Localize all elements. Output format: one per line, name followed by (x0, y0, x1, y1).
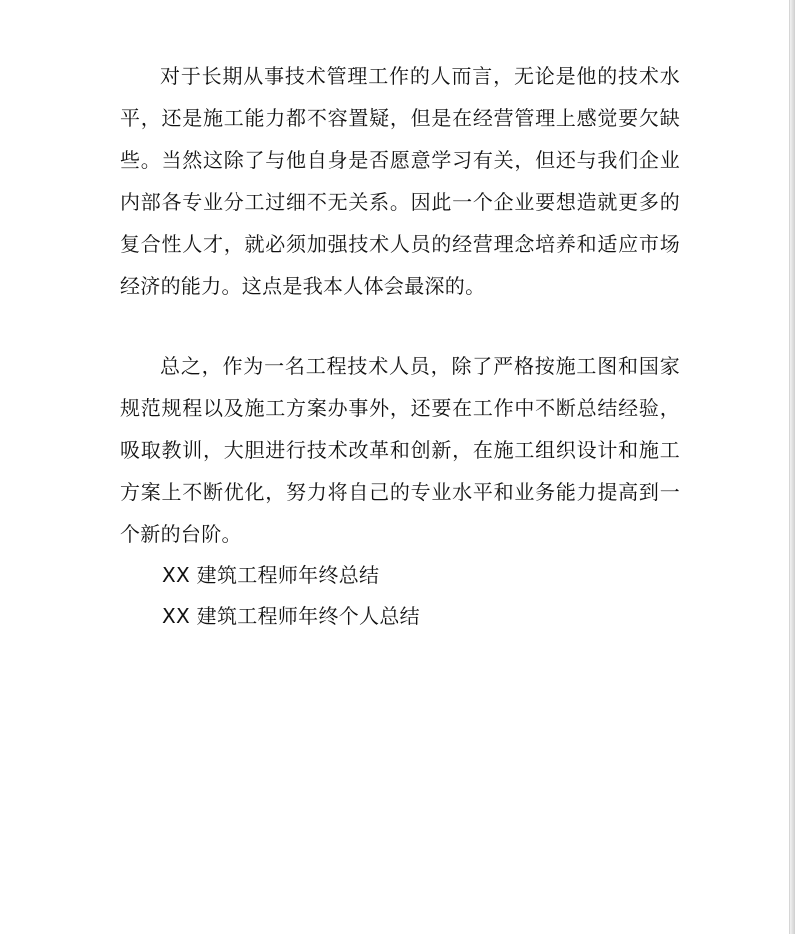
related-title-1: XX 建筑工程师年终总结 (162, 563, 380, 587)
body-paragraph-2: 总之，作为一名工程技术人员，除了严格按施工图和国家规范规程以及施工方案办事外，还要在工作中不断总结经验，吸取教训，大胆进行技术改革和创新，在施工组织设计和施工方案上不断优化，努力将自己的专业水平和业务能力提高到一个新的台阶。 (120, 354, 680, 546)
related-title-2: XX 建筑工程师年终个人总结 (162, 604, 420, 628)
body-paragraph-1: 对于长期从事技术管理工作的人而言，无论是他的技术水平，还是施工能力都不容置疑，但是在经营管理上感觉要欠缺些。当然这除了与他自身是否愿意学习有关，但还与我们企业内部各专业分工过细不无关系。因此一个企业要想造就更多的复合性人才，就必须加强技术人员的经营理念培养和适应市场经济的能力。这点是我本人体会最深的。 (120, 64, 680, 298)
page-edge-divider (789, 0, 795, 934)
